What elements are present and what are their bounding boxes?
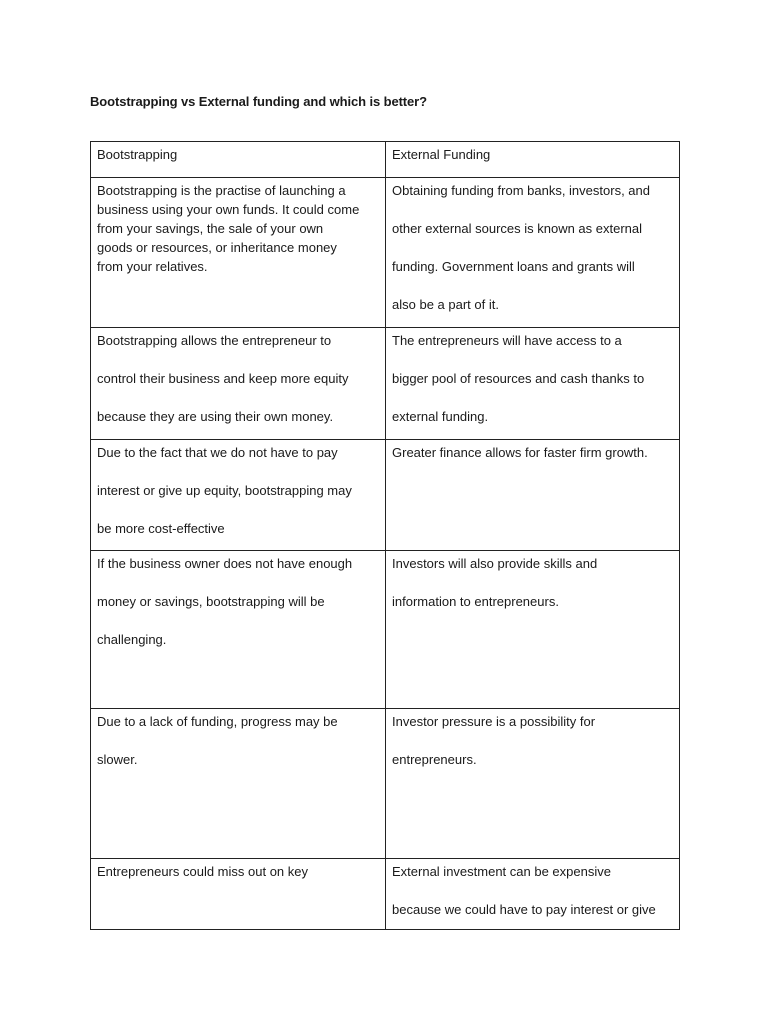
- cell-text: Investors will also provide skills and information to entrepreneurs.: [392, 556, 598, 609]
- table-row: [91, 859, 680, 930]
- table-cell-bootstrapping: [91, 440, 386, 551]
- header-cell-bootstrapping: [91, 142, 386, 178]
- table-cell-external-funding: [386, 328, 680, 440]
- table-cell-bootstrapping: [91, 328, 386, 440]
- table-cell-external-funding: [386, 551, 680, 709]
- document-title: Bootstrapping vs External funding and which is better?: [90, 94, 427, 109]
- table-cell-external-funding: [386, 859, 680, 930]
- comparison-table: [90, 141, 680, 930]
- cell-text: Investor pressure is a possibility for entrepreneurs.: [392, 714, 596, 767]
- header-cell-external-funding: [386, 142, 680, 178]
- table-row: [91, 440, 680, 551]
- table-row: [91, 328, 680, 440]
- table-header-row: [91, 142, 680, 178]
- cell-text: Due to the fact that we do not have to pay interest or give up equity, bootstrapping may be more cost-effective: [97, 445, 352, 536]
- table-row: [91, 709, 680, 859]
- cell-text: Greater finance allows for faster firm growth.: [392, 445, 648, 460]
- cell-text: Due to a lack of funding, progress may be slower.: [97, 714, 338, 767]
- cell-text: Bootstrapping allows the entrepreneur to control their business and keep more equity because they are using their own money.: [97, 333, 349, 424]
- cell-text: Bootstrapping is the practise of launching a business using your own funds. It could come from your savings, the sale of your own goods or resources, or inheritance money from your relatives.: [97, 183, 360, 274]
- table-cell-external-funding: [386, 440, 680, 551]
- table-cell-bootstrapping: [91, 551, 386, 709]
- table-row: [91, 551, 680, 709]
- header-label-external-funding: External Funding: [392, 147, 491, 162]
- cell-text: The entrepreneurs will have access to a bigger pool of resources and cash thanks to external funding.: [392, 333, 645, 424]
- table-row: [91, 178, 680, 328]
- table-cell-external-funding: [386, 178, 680, 328]
- table-cell-bootstrapping: [91, 709, 386, 859]
- header-label-bootstrapping: Bootstrapping: [97, 147, 178, 162]
- table-cell-bootstrapping: [91, 178, 386, 328]
- table-cell-bootstrapping: [91, 859, 386, 930]
- cell-text: Obtaining funding from banks, investors, and other external sources is known as external funding. Government loans and grants will also be a part of it.: [392, 183, 650, 312]
- cell-text: External investment can be expensive because we could have to pay interest or give: [392, 864, 656, 917]
- cell-text: Entrepreneurs could miss out on key: [97, 864, 308, 879]
- table-cell-external-funding: [386, 709, 680, 859]
- cell-text: If the business owner does not have enough money or savings, bootstrapping will be challenging.: [97, 556, 353, 647]
